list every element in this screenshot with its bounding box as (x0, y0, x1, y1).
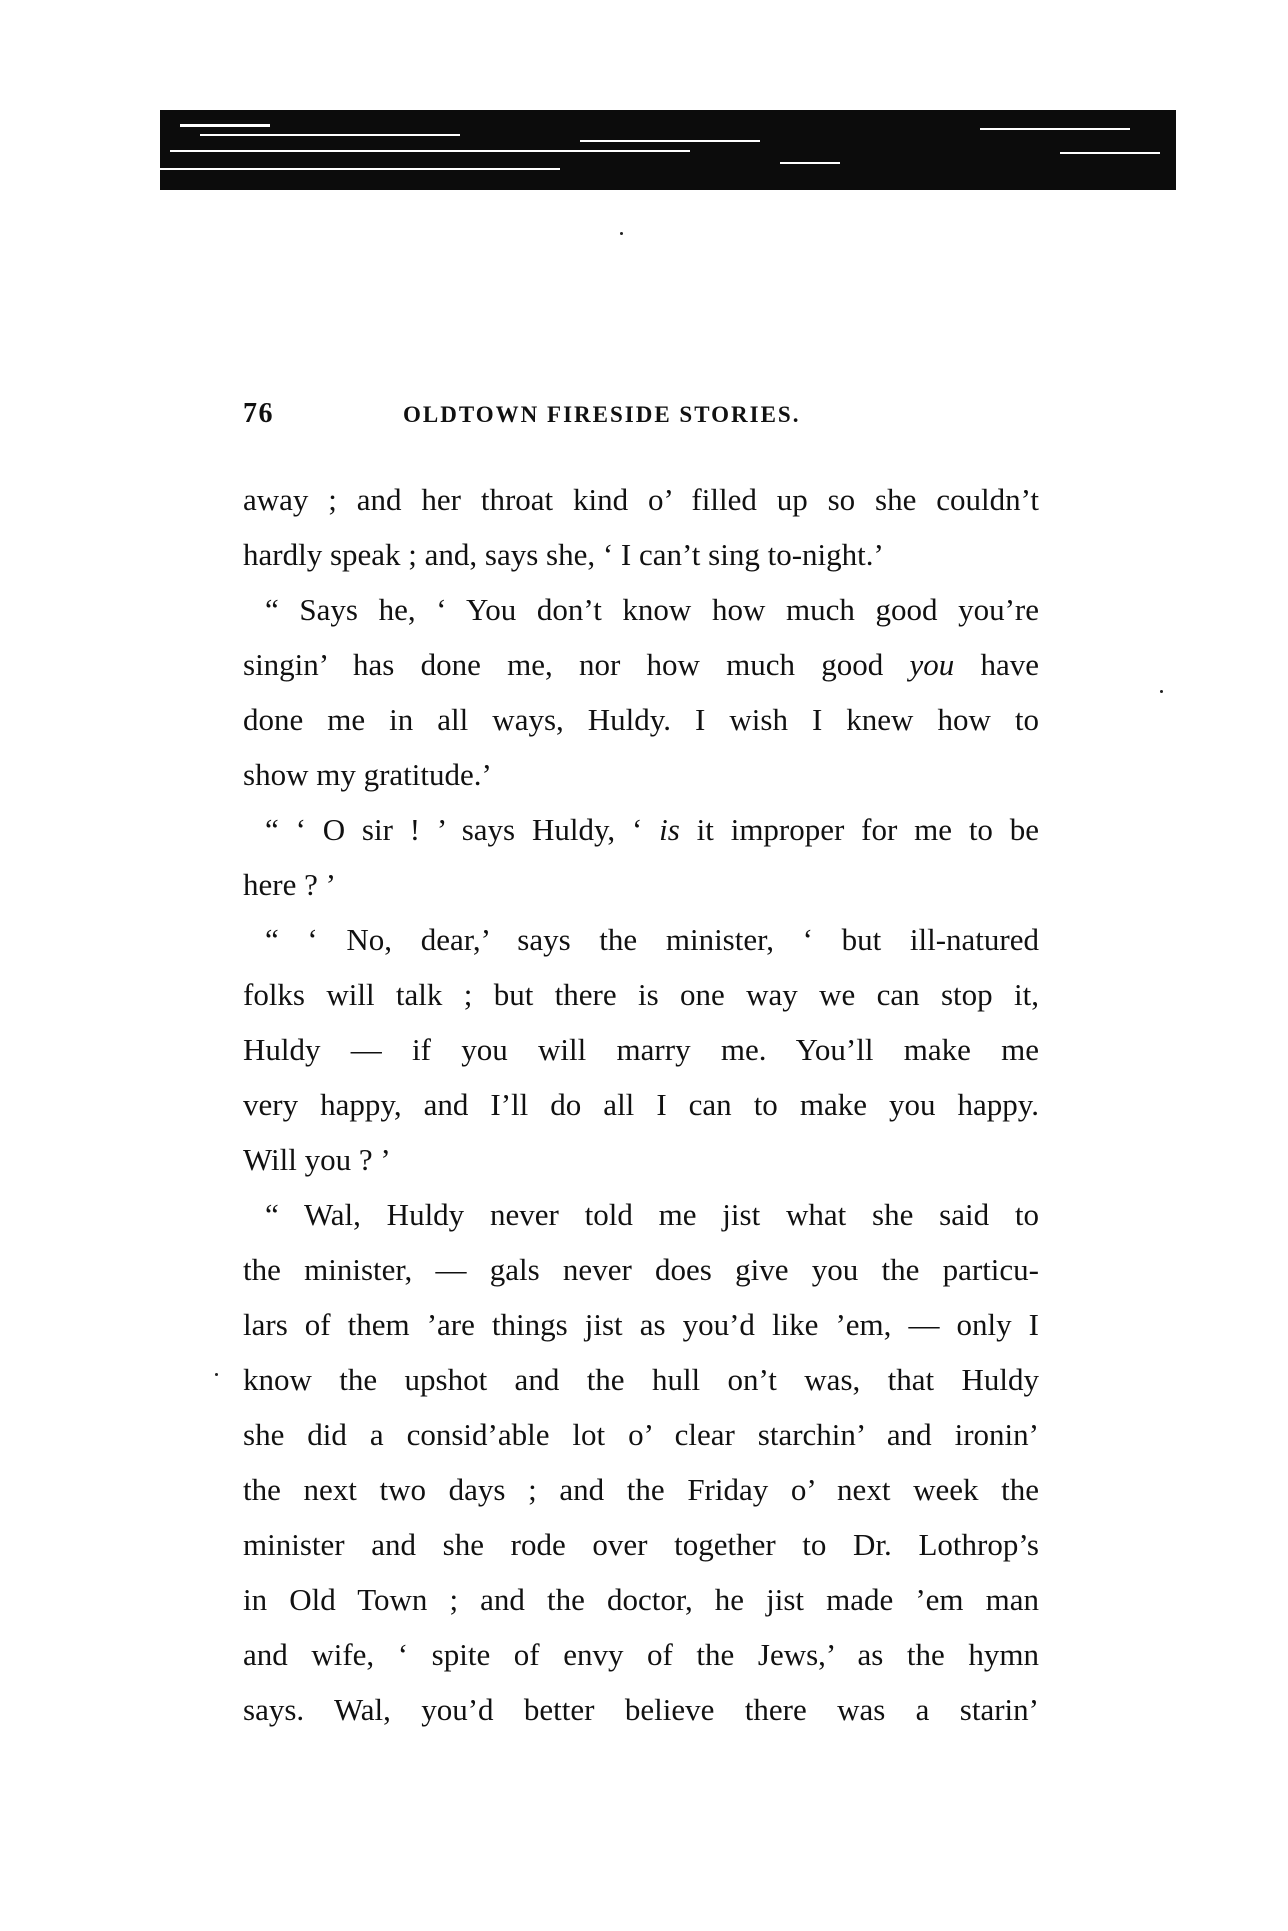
text-line: and wife, ‘ spite of envy of the Jews,’ as the hymn (243, 1637, 1039, 1672)
text-line: says. Wal, you’d better believe there was a starin’ (243, 1692, 1039, 1727)
text-line: Huldy — if you will marry me. You’ll make me (243, 1032, 1039, 1067)
text-line: the next two days ; and the Friday o’ next week the (243, 1472, 1039, 1507)
text-line: show my gratitude.’ (243, 757, 492, 792)
text-line: minister and she rode over together to Dr. Lothrop’s (243, 1527, 1039, 1562)
body-text (243, 472, 1039, 1737)
text-line: “ ‘ No, dear,’ says the minister, ‘ but ill-natured (265, 922, 1039, 957)
text-line: the minister, — gals never does give you the particu- (243, 1252, 1039, 1287)
text-line: done me in all ways, Huldy. I wish I knew how to (243, 702, 1039, 737)
text-line: folks will talk ; but there is one way we can stop it, (243, 977, 1039, 1012)
text-line: hardly speak ; and, says she, ‘ I can’t sing to-night.’ (243, 537, 884, 572)
italic-emphasis: you (909, 647, 955, 682)
text-line: know the upshot and the hull on’t was, that Huldy (243, 1362, 1039, 1397)
page-header (243, 398, 1043, 438)
text-line: here ? ’ (243, 867, 336, 902)
running-title: OLDTOWN FIRESIDE STORIES. (403, 402, 801, 427)
text-line: “ Says he, ‘ You don’t know how much good you’re (265, 592, 1039, 627)
scan-speck (215, 1373, 218, 1376)
scan-dark-band (160, 110, 1176, 190)
text-line: “ Wal, Huldy never told me jist what she said to (265, 1197, 1039, 1232)
page-number: 76 (243, 398, 274, 429)
text-line: “ ‘ O sir ! ’ says Huldy, ‘ is it improper for me to be (265, 812, 1040, 847)
text-line: she did a consid’able lot o’ clear starchin’ and ironin’ (243, 1417, 1039, 1452)
text-line: very happy, and I’ll do all I can to make you happy. (243, 1087, 1039, 1122)
italic-emphasis: is (659, 812, 680, 847)
scan-speck (1160, 690, 1163, 693)
text-line: lars of them ’are things jist as you’d like ’em, — only I (243, 1307, 1039, 1342)
text-line: in Old Town ; and the doctor, he jist made ’em man (243, 1582, 1039, 1617)
scan-speck (620, 232, 623, 235)
text-line: away ; and her throat kind o’ filled up so she couldn’t (243, 482, 1039, 517)
text-line: singin’ has done me, nor how much good you have (243, 647, 1039, 682)
text-line: Will you ? ’ (243, 1142, 391, 1177)
